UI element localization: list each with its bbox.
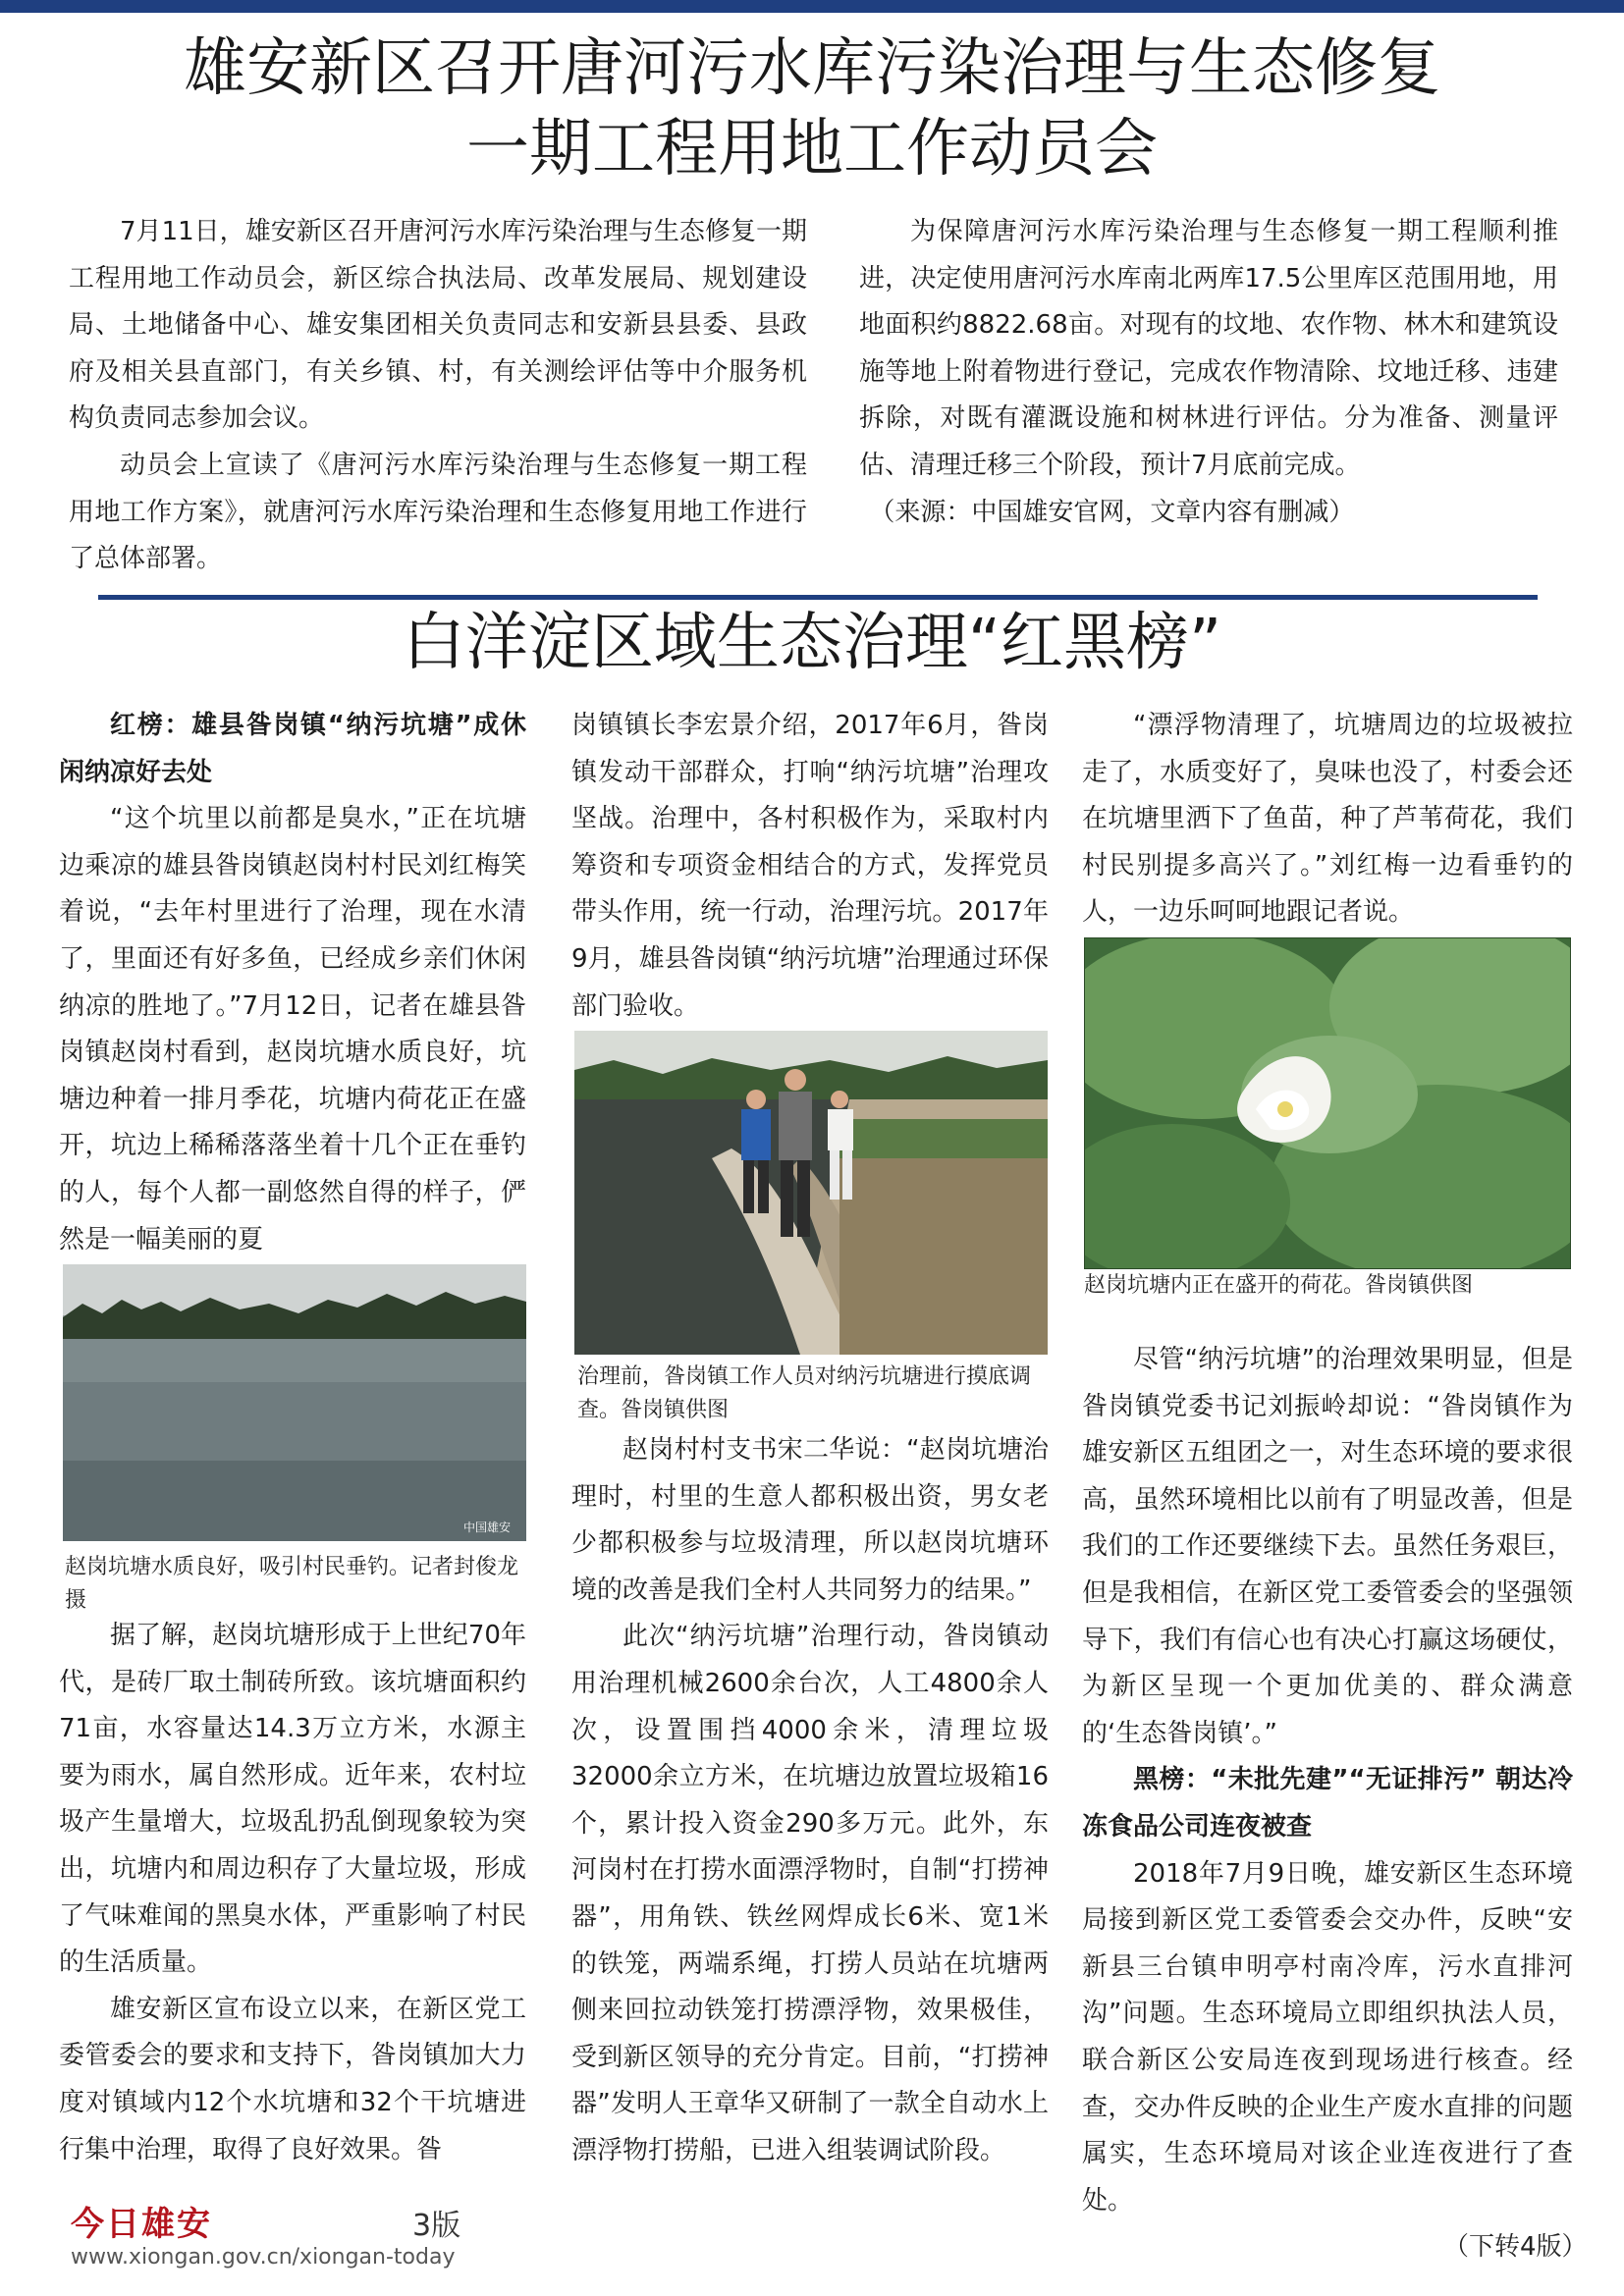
survey-photo [574,1031,1048,1355]
article2-paragraph: “漂浮物清理了，坑塘周边的垃圾被拉走了，水质变好了，臭味也没了，村委会还在坑塘里洒下了鱼苗，种了芦苇荷花，我们村民别提多高兴了。”刘红梅一边看垂钓的人，一边乐呵呵地跟记者说。 [1082,711,1573,928]
article2-paragraph: 尽管“纳污坑塘”的治理效果明显，但是昝岗镇党委书记刘振岭却说：“昝岗镇作为雄安新区五组团之一，对生态环境的要求很高，虽然环境相比以前有了明显改善，但是我们的工作还要继续下去。虽然任务艰巨，但是我相信，在新区党工委管委会的坚强领导下，我们有信心也有决心打赢这场硬仗，为新区呈现一个更加优美的、群众满意的‘生态昝岗镇’。” [1082,1345,1573,1748]
article2-paragraph: 雄安新区宣布设立以来，在新区党工委管委会的要求和支持下，昝岗镇加大力度对镇域内12个水坑塘和32个干坑塘进行集中治理，取得了良好效果。昝 [59,1994,526,2164]
article1-paragraph: 动员会上宣读了《唐河污水库污染治理与生态修复一期工程用地工作方案》，就唐河污水库污染治理和生态修复用地工作进行了总体部署。 [69,450,807,574]
article2-column-2-continued [571,1427,1049,2175]
article1-title-line2: 一期工程用地工作动员会 [466,113,1158,186]
photo-watermark: 中国雄安 [463,1521,512,1534]
article2-paragraph: 此次“纳污坑塘”治理行动，昝岗镇动用治理机械2600余台次，人工4800余人次，设置围挡4000余米，清理垃圾32000余立方米，在坑塘边放置垃圾箱16个，累计投入资金290多万元。此外，东河岗村在打捞水面漂浮物时，自制“打捞神器”，用角铁、铁丝网焊成长6米、宽1米的铁笼，两端系绳，打捞人员站在坑塘两侧来回拉动铁笼打捞漂浮物，效果极佳，受到新区领导的充分肯定。目前，“打捞神器”发明人王章华又研制了一款全自动水上漂浮物打捞船，已进入组装调试阶段。 [571,1622,1049,2165]
article2-paragraph: 2018年7月9日晚，雄安新区生态环境局接到新区党工委管委会交办件，反映“安新县三台镇申明亭村南冷库，污水直排河沟”问题。生态环境局立即组织执法人员，联合新区公安局连夜到现场进行核查。经查，交办件反映的企业生产废水直排的问题属实，生态环境局对该企业连夜进行了查处。 [1082,1858,1573,2216]
pond-fishing-photo [63,1264,526,1541]
continued-notice: （下转4版） [1443,2232,1588,2262]
article2-paragraph: “这个坑里以前都是臭水，”正在坑塘边乘凉的雄县昝岗镇赵岗村村民刘红梅笑着说，“去年村里进行了治理，现在水清了，里面还有好多鱼，已经成乡亲们休闲纳凉的胜地了。”7月12日，记者在雄县昝岗镇赵岗村看到，赵岗坑塘水质良好，坑塘边种着一排月季花，坑塘内荷花正在盛开，坑边上稀稀落落坐着十几个正在垂钓的人，每个人都一副悠然自得的样子，俨然是一幅美丽的夏 [59,804,526,1255]
article2-column-3 [1082,703,1573,936]
article1-title-line1: 雄安新区召开唐河污水库污染治理与生态修复 [184,32,1440,105]
survey-caption: 治理前，昝岗镇工作人员对纳污坑塘进行摸底调查。昝岗镇供图 [577,1364,1032,1422]
article1-right-column [859,209,1558,536]
article2-paragraph: 据了解，赵岗坑塘形成于上世纪70年代，是砖厂取土制砖所致。该坑塘面积约71亩，水容量达14.3万立方米，水源主要为雨水，属自然形成。近年来，农村垃圾产生量增大，垃圾乱扔乱倒现象较为突出，坑塘内和周边积存了大量垃圾，形成了气味难闻的黑臭水体，严重影响了村民的生活质量。 [59,1621,526,1978]
article2-column-1-continued [59,1613,526,2173]
black-list-heading: 黑榜：“未批先建”“无证排污” 朝达冷冻食品公司连夜被查 [1082,1765,1573,1842]
top-banner [0,0,1624,13]
article2-paragraph: 赵岗村村支书宋二华说：“赵岗坑塘治理时，村里的生意人都积极出资，男女老少都积极参与垃圾清理，所以赵岗坑塘环境的改善是我们全村人共同努力的结果。” [571,1435,1049,1605]
page-number: 3版 [412,2209,461,2243]
article2-title: 白洋淀区域生态治理“红黑榜” [402,607,1222,679]
section-divider [98,595,1538,600]
pond-fishing-caption: 赵岗坑塘水质良好，吸引村民垂钓。记者封俊龙 摄 [65,1555,519,1613]
article2-paragraph: 岗镇镇长李宏景介绍，2017年6月，昝岗镇发动干部群众，打响“纳污坑塘”治理攻坚战。治理中，各村积极作为，采取村内筹资和专项资金相结合的方式，发挥党员带头作用，统一行动，治理污坑。2017年9月，雄县昝岗镇“纳污坑塘”治理通过环保部门验收。 [571,711,1049,1021]
article1-paragraph: 7月11日，雄安新区召开唐河污水库污染治理与生态修复一期工程用地工作动员会，新区综合执法局、改革发展局、规划建设局、土地储备中心、雄安集团相关负责同志和安新县县委、县政府及相关县直部门，有关乡镇、村，有关测绘评估等中介服务机构负责同志参加会议。 [69,217,807,434]
article1-paragraph: 为保障唐河污水库污染治理与生态修复一期工程顺利推进，决定使用唐河污水库南北两库17.5公里库区范围用地，用地面积约8822.68亩。对现有的坟地、农作物、林木和建筑设施等地上附着物进行登记，完成农作物清除、坟地迁移、违建拆除，对既有灌溉设施和树林进行评估。分为准备、测量评估、清理迁移三个阶段，预计7月底前完成。 [859,217,1558,480]
article1-source: （来源：中国雄安官网，文章内容有删减） [869,497,1355,527]
article2-column-3-continued [1082,1337,1573,2224]
website-url: www.xiongan.gov.cn/xiongan-today [71,2245,456,2269]
article2-column-2 [571,703,1049,1030]
red-list-heading: 红榜：雄县昝岗镇“纳污坑塘”成休闲纳凉好去处 [59,711,526,787]
article2-column-1 [59,703,526,1263]
lotus-photo [1084,937,1571,1269]
article1-left-column [69,209,807,583]
newspaper-logo: 今日雄安 [71,2205,212,2244]
lotus-caption: 赵岗坑塘内正在盛开的荷花。昝岗镇供图 [1084,1273,1474,1298]
